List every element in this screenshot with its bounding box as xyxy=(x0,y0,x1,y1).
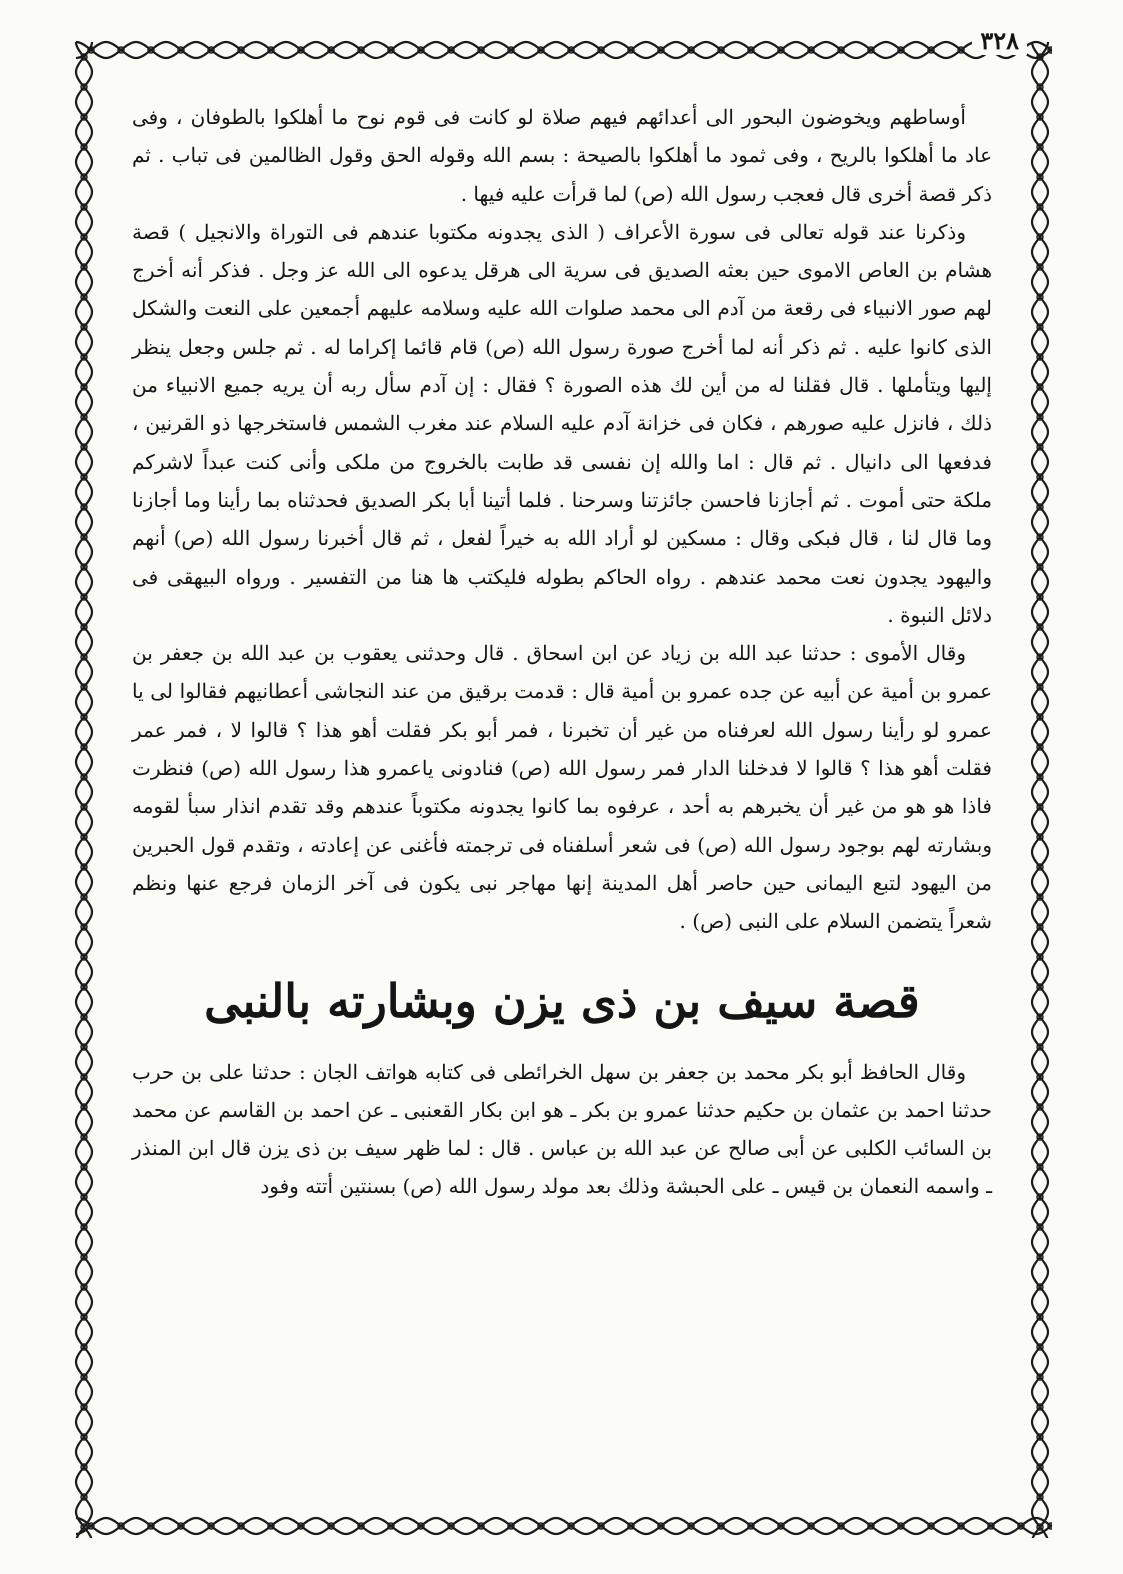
paragraph: أوساطهم ويخوضون البحور الى أعدائهم فيهم صلاة لو كانت فى قوم نوح ما أهلكوا بالطوفان ، وفى عاد ما أهلكوا بالريح ، وفى ثمود ما أهلكوا بالصيحة : بسم الله وقوله الحق وقول الظالمين فى تباب . ثم ذكر قصة أخرى قال فعجب رسول الله (ص) لما قرأت عليه فيها . xyxy=(132,105,992,206)
ornamental-border-bottom xyxy=(72,1514,1052,1538)
ornamental-border-top xyxy=(72,38,1052,62)
paragraph: وقال الحافظ أبو بكر محمد بن جعفر بن سهل الخرائطى فى كتابه هواتف الجان : حدثنا على بن حرب حدثنا احمد بن عثمان بن حكيم حدثنا عمرو بن بكر ـ هو ابن بكار القعنبى ـ عن احمد بن القاسم عن محمد بن السائب الكلبى عن أبى صالح عن عبد الله بن عباس . قال : لما ظهر سيف بن ذى يزن قال ابن المنذر ـ واسمه النعمان بن قيس ـ على الحبشة وذلك بعد مولد رسول الله (ص) بسنتين أتته وفود xyxy=(132,1059,992,1199)
section-heading: قصة سيف بن ذى يزن وبشارته بالنبى xyxy=(204,973,920,1028)
paragraph: وقال الأموى : حدثنا عبد الله بن زياد عن ابن اسحاق . قال وحدثنى يعقوب بن عبد الله بن جعفر بن عمرو بن أمية عن أبيه عن جده عمرو بن أمية قال : قدمت برقيق من عند النجاشى أعطانيهم فقالوا لى يا عمرو لو رأينا رسول الله لعرفناه من غير أن تخبرنا ، فمر أبو بكر فقلت أهو هذا ؟ قالوا لا ، فمر عمر فقلت أهو هذا ؟ قالوا لا فدخلنا الدار فمر رسول الله (ص) فنادونى ياعمرو هذا رسول الله (ص) فنظرت فاذا هو هو من غير أن يخبرهم به أحد ، عرفوه بما كانوا يجدونه مكتوباً عندهم وقد تقدم انذار سبأ لقومه وبشارته لهم بوجود رسول الله (ص) فى شعر أسلفناه فى ترجمته فأغنى عن إعادته ، وتقدم قول الحبرين من اليهود لتبع اليمانى حين حاصر أهل المدينة إنها مهاجر نبى يكون فى آخر الزمان فرجع عنها ونظم شعراً يتضمن السلام على النبى (ص) . xyxy=(132,641,992,934)
ornamental-border-right xyxy=(1028,38,1052,1538)
page-body xyxy=(132,98,992,1206)
page-number: ٣٢٨ xyxy=(972,26,1027,55)
ornamental-border-left xyxy=(72,38,96,1538)
paragraph: وذكرنا عند قوله تعالى فى سورة الأعراف ( الذى يجدونه مكتوبا عندهم فى التوراة والانجيل ) قصة هشام بن العاص الاموى حين بعثه الصديق فى سرية الى هرقل يدعوه الى الله عز وجل . فذكر أنه أخرج لهم صور الانبياء فى رقعة من آدم الى محمد صلوات الله عليه وسلامه عليهم أجمعين على النعت والشكل الذى كانوا عليه . ثم ذكر أنه لما أخرج صورة رسول الله (ص) قام قائما إكراما له . ثم جلس وجعل ينظر إليها ويتأملها . قال فقلنا له من أين لك هذه الصورة ؟ فقال : إن آدم سأل ربه أن يريه جميع الانبياء من ذلك ، فانزل عليه صورهم ، فكان فى خزانة آدم عليه السلام عند مغرب الشمس فاستخرجها ذو القرنين ، فدفعها الى دانيال . ثم قال : اما والله إن نفسى قد طابت بالخروج من ملكى وأنى كنت عبداً لاشركم ملكة حتى أموت . ثم أجازنا فاحسن جائزتنا وسرحنا . فلما أتينا أبا بكر الصديق فحدثناه بما رأينا وما أجازنا وما قال لنا ، قال فبكى وقال : مسكين لو أراد الله به خيراً لفعل ، ثم قال أخبرنا رسول الله (ص) أنهم واليهود يجدون نعت محمد عندهم . رواه الحاكم بطوله فليكتب ها هنا من التفسير . ورواه البيهقى فى دلائل النبوة . xyxy=(132,219,992,627)
